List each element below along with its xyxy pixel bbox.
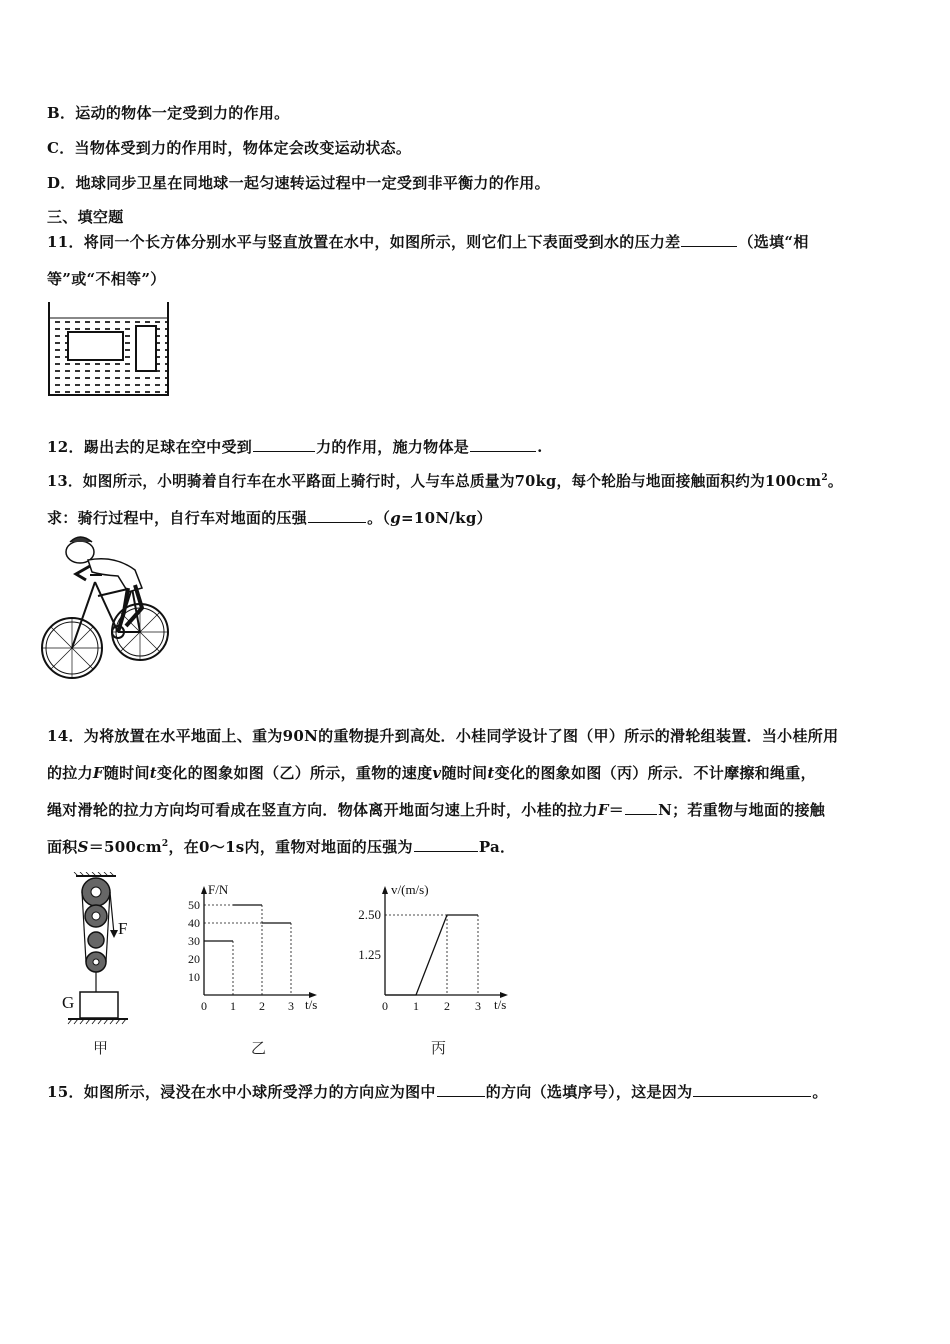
q11-text-b: （选填“相	[738, 233, 809, 251]
q13-sup: 2	[821, 473, 828, 484]
x-tick-label: 2	[259, 999, 265, 1010]
q14-l2a: 的拉力	[47, 764, 93, 782]
caption-jia: 甲	[93, 1039, 109, 1057]
chart-v-t	[340, 880, 520, 1010]
option-c: C．当物体受到力的作用时，物体定会改变运动状态。	[47, 139, 412, 157]
caption-bing: 丙	[431, 1039, 447, 1057]
caption-yi: 乙	[251, 1039, 267, 1057]
vertical-block	[136, 326, 156, 371]
q14-blank-2[interactable]	[414, 838, 478, 852]
q13-text-a: 13．如图所示，小明骑着自行车在水平路面上骑行时，人与车总质量为70kg，每个轮胎与地面接触面积约为100cm	[47, 473, 822, 490]
q14-blank-1[interactable]	[625, 801, 657, 815]
x-axis-label: t/s	[305, 997, 318, 1010]
q12-blank-1[interactable]	[253, 438, 315, 452]
pulley-figure	[58, 872, 158, 1032]
q11-text-a: 11．将同一个长方体分别水平与竖直放置在水中，如图所示，则它们上下表面受到水的压力差	[47, 233, 681, 251]
q13-g: g	[390, 509, 402, 527]
q13-line2	[47, 507, 492, 528]
y-tick-label: 20	[188, 952, 200, 966]
y-tick-label: 10	[188, 970, 200, 984]
q14-l4c: ，在0～1s内，重物对地面的压强为	[168, 838, 413, 856]
q12-text-b: 力的作用，施力物体是	[316, 438, 470, 456]
q14-line4	[47, 836, 515, 857]
q12-text-c: .	[537, 438, 543, 456]
cyclist-figure	[40, 530, 170, 695]
q14-S: S	[77, 838, 89, 856]
y-axis-label: F/N	[208, 882, 229, 897]
q12-blank-2[interactable]	[470, 438, 536, 452]
q14-l2d: 随时间	[441, 764, 488, 782]
q14-line1: 14．为将放置在水平地面上、重为90N的重物提升到高处．小桂同学设计了图（甲）所示的滑轮组装置．当小桂所用	[47, 727, 839, 745]
y-axis-label: v/(m/s)	[391, 882, 429, 897]
section-title: 三、填空题	[47, 208, 124, 226]
y-tick-label: 2.50	[358, 907, 381, 922]
q14-t1: t	[149, 764, 157, 782]
x-tick-label: 1	[230, 999, 236, 1010]
x-tick-label: 0	[201, 999, 207, 1010]
q15-blank-1[interactable]	[437, 1083, 485, 1097]
q14-l2c: 变化的图象如图（乙）所示，重物的速度	[157, 764, 433, 782]
q14-l3a: 绳对滑轮的拉力方向均可看成在竖直方向．物体离开地面匀速上升时，小桂的拉力	[47, 801, 598, 819]
q14-l2e: 变化的图象如图（丙）所示．不计摩擦和绳重，	[494, 764, 816, 782]
q14-F: F	[92, 764, 104, 782]
y-tick-label: 1.25	[358, 947, 381, 962]
x-tick-label: 0	[382, 999, 388, 1010]
q13-text-c: 求：骑行过程中，自行车对地面的压强	[47, 509, 308, 527]
weight-label: G	[62, 993, 75, 1012]
q13-text-e: =10N/kg）	[401, 509, 492, 527]
q11-text-c: 等”或“不相等”）	[47, 270, 166, 288]
q13-text-d: 。（	[367, 509, 391, 527]
x-tick-label: 1	[413, 999, 419, 1010]
q15-text-a: 15．如图所示，浸没在水中小球所受浮力的方向应为图中	[47, 1083, 436, 1101]
q14-l3c: N；若重物与地面的接触	[658, 801, 826, 819]
q15-line	[47, 1081, 828, 1102]
q14-l4d: Pa．	[478, 838, 516, 856]
y-axis-arrow	[382, 886, 388, 894]
q14-line3	[47, 799, 825, 820]
chart-f-t	[172, 880, 332, 1010]
x-tick-label: 3	[475, 999, 481, 1010]
q15-blank-2[interactable]	[693, 1083, 811, 1097]
q11-line1	[47, 231, 809, 252]
q14-l4a: 面积	[47, 838, 78, 856]
water-tank-figure	[44, 298, 174, 398]
weight-block	[80, 992, 118, 1018]
force-label: F	[118, 919, 128, 938]
y-tick-label: 30	[188, 934, 200, 948]
x-tick-label: 2	[444, 999, 450, 1010]
y-tick-label: 40	[188, 916, 200, 930]
q11-blank[interactable]	[681, 233, 737, 247]
q14-line2	[47, 762, 816, 783]
q14-t2: t	[487, 764, 495, 782]
q13-text-b: 。	[827, 473, 843, 490]
x-tick-label: 3	[288, 999, 294, 1010]
v-series-line	[385, 915, 478, 995]
q13-blank[interactable]	[308, 509, 366, 523]
q13-line1	[47, 470, 843, 491]
option-d: D．地球同步卫星在同地球一起匀速转运过程中一定受到非平衡力的作用。	[47, 174, 550, 192]
y-tick-label: 50	[188, 898, 200, 912]
q12-text-a: 12．踢出去的足球在空中受到	[47, 438, 253, 456]
q14-sup: 2	[161, 839, 169, 849]
option-b: B．运动的物体一定受到力的作用。	[47, 104, 290, 122]
q14-l3b: ＝	[608, 801, 625, 819]
q14-F2: F	[597, 801, 609, 819]
q12-line	[47, 436, 543, 457]
x-axis-label: t/s	[494, 997, 507, 1010]
q14-l4b: ＝500cm	[88, 838, 162, 856]
q14-l2b: 随时间	[103, 764, 150, 782]
q14-v: v	[432, 764, 442, 782]
q15-text-b: 的方向（选填序号），这是因为	[485, 1083, 693, 1101]
q15-text-c: 。	[812, 1083, 828, 1101]
horizontal-block	[68, 332, 123, 360]
y-axis-arrow	[201, 886, 207, 894]
